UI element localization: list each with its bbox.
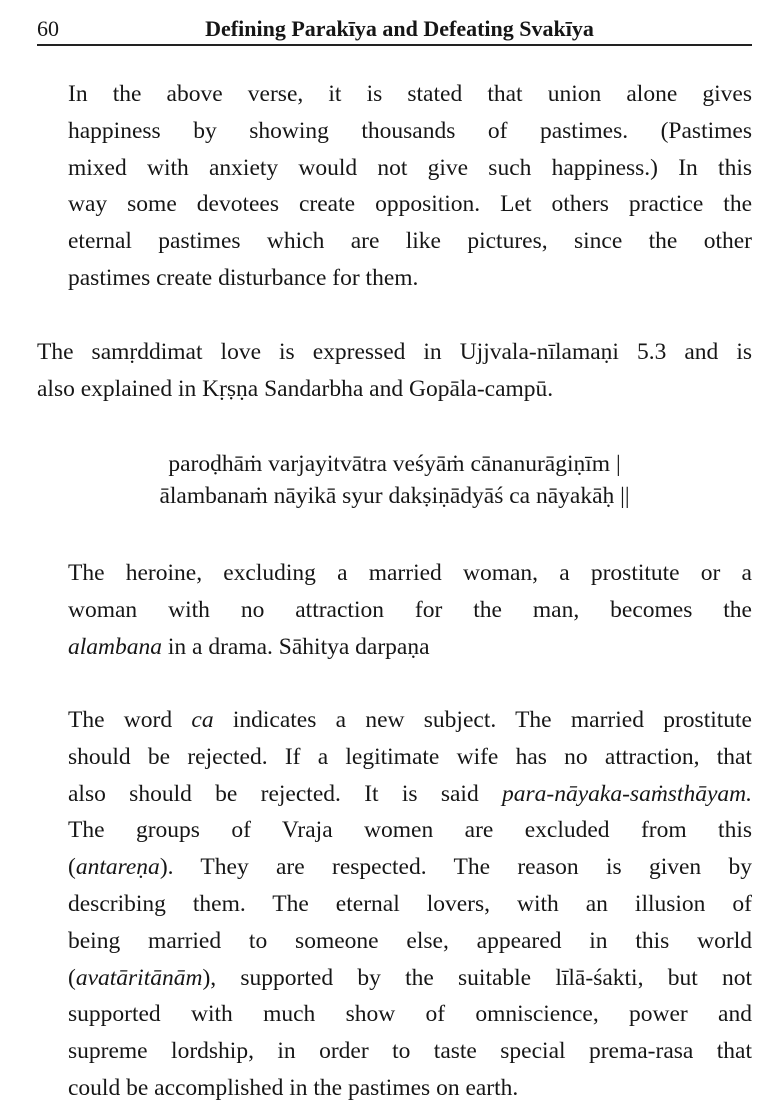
text-span: also explained in Kṛṣṇa Sandarbha and Gopāla-campū.: [37, 375, 554, 402]
text-span: The samṛddimat love is expressed in Ujjvala-nīlamaṇi 5.3 and is: [37, 339, 752, 365]
text-line: [68, 150, 752, 187]
paragraph-1: [68, 76, 752, 297]
text-line: [68, 739, 752, 776]
text-span: (: [68, 854, 76, 881]
text-span: pastimes create disturbance for them.: [68, 264, 419, 291]
italic-term: avatāritānām: [75, 964, 203, 991]
text-line: [68, 776, 752, 813]
page-number: 60: [37, 16, 59, 41]
text-span: supported with much show of omniscience, power and: [68, 1001, 752, 1028]
text-line: [37, 448, 752, 480]
text-line: [68, 923, 752, 960]
text-span: also should be rejected. It is said: [68, 780, 503, 807]
text-line: [68, 555, 752, 592]
text-line: [68, 1070, 752, 1107]
text-span: paroḍhāṁ varjayitvātra veśyāṁ cānanurāgiṇīm |: [168, 451, 621, 477]
paragraph-2: [37, 334, 752, 408]
text-span: In the above verse, it is stated that union alone gives: [68, 81, 752, 107]
text-line: [68, 702, 752, 739]
text-span: happiness by showing thousands of pastimes. (Pastimes: [68, 117, 752, 144]
text-line: [68, 960, 752, 997]
text-line: [68, 223, 752, 260]
text-line: [68, 886, 752, 923]
text-line: [37, 371, 752, 408]
text-span: describing them. The eternal lovers, with an illusion of: [68, 890, 752, 917]
text-line: [37, 480, 752, 512]
text-span: ). They are respected. The reason is given by: [159, 854, 752, 881]
italic-term: ca: [191, 707, 214, 733]
text-line: [68, 113, 752, 150]
text-span: way some devotees create opposition. Let others practice the: [68, 191, 752, 218]
sanskrit-verse: [37, 448, 752, 512]
text-span: The groups of Vraja women are excluded from this: [68, 817, 752, 844]
text-line: [68, 76, 752, 113]
italic-term: alambana: [68, 633, 162, 660]
text-span: The heroine, excluding a married woman, a prostitute or a: [68, 560, 752, 586]
text-span: being married to someone else, appeared in this world: [68, 927, 752, 954]
italic-term: antareṇa: [75, 854, 160, 881]
text-span: eternal pastimes which are like pictures, since the other: [68, 228, 752, 255]
text-line: [68, 592, 752, 629]
text-line: [68, 1033, 752, 1070]
paragraph-4: [68, 702, 752, 1107]
text-span: supreme lordship, in order to taste special prema-rasa that: [68, 1038, 752, 1065]
text-span: could be accomplished in the pastimes on earth.: [68, 1074, 519, 1101]
text-span: indicates a new subject. The married prostitute: [213, 707, 752, 733]
text-line: [68, 996, 752, 1033]
italic-term: para-nāyaka-saṁsthāyam.: [502, 780, 752, 807]
text-line: [68, 629, 752, 666]
text-span: mixed with anxiety would not give such happiness.) In this: [68, 154, 752, 181]
running-header: [37, 14, 752, 46]
text-span: should be rejected. If a legitimate wife has no attraction, that: [68, 743, 752, 770]
text-line: [68, 849, 752, 886]
text-span: ), supported by the suitable līlā-śakti, but not: [202, 964, 752, 991]
paragraph-3: [68, 555, 752, 665]
text-line: [68, 260, 752, 297]
text-line: [37, 334, 752, 371]
text-span: The word: [68, 707, 192, 733]
text-span: woman with no attraction for the man, becomes the: [68, 596, 752, 623]
text-line: [68, 812, 752, 849]
running-title: Defining Parakīya and Defeating Svakīya: [205, 16, 594, 41]
text-line: [68, 186, 752, 223]
text-span: ālambanaṁ nāyikā syur dakṣiṇādyāś ca nāyakāḥ ||: [159, 483, 630, 509]
text-span: in a drama. Sāhitya darpaṇa: [162, 633, 430, 660]
text-span: (: [68, 964, 76, 991]
